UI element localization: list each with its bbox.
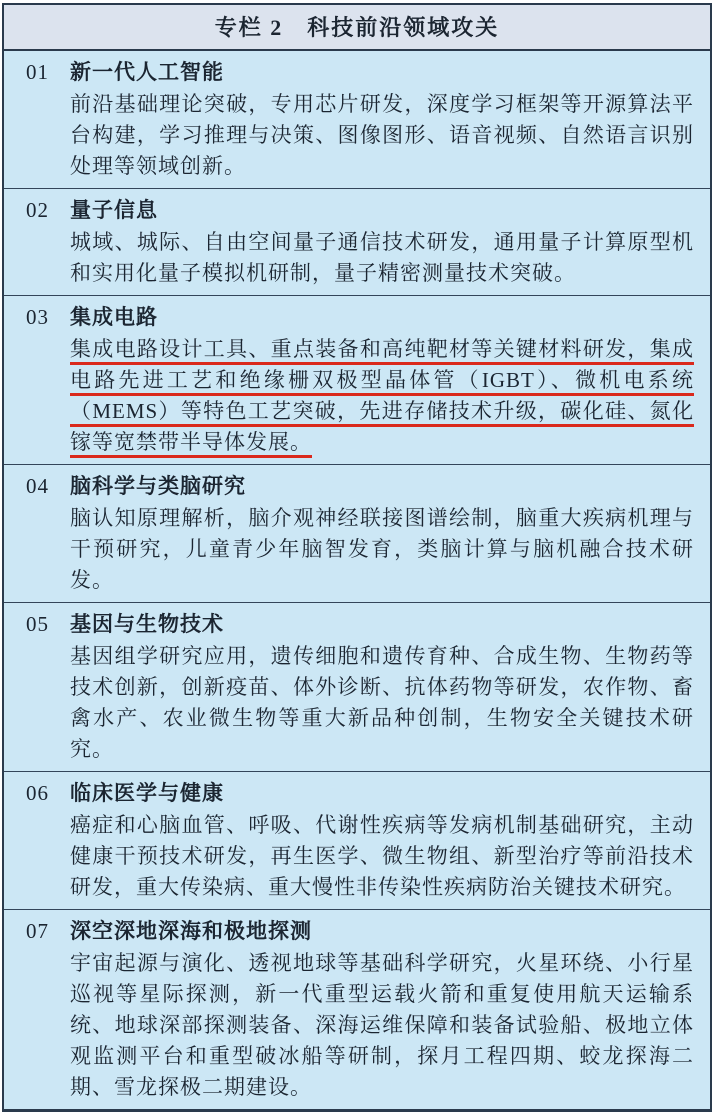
section-heading	[26, 300, 694, 334]
section-body-text: 基因组学研究应用，遗传细胞和遗传育种、合成生物、生物药等技术创新，创新疫苗、体外诊断、抗体药物等研发，农作物、畜禽水产、农业微生物等重大新品种创制，生物安全关键技术研究。	[70, 644, 694, 761]
section-heading	[26, 776, 694, 810]
section-row	[4, 603, 710, 772]
section-title: 集成电路	[70, 305, 158, 329]
section-number: 01	[26, 60, 49, 84]
section-title: 临床医学与健康	[70, 781, 224, 805]
section-body-text: 城域、城际、自由空间量子通信技术研发，通用量子计算原型机和实用化量子模拟机研制，量子精密测量技术突破。	[70, 230, 694, 285]
section-list	[4, 51, 710, 1109]
section-body-text: 集成电路设计工具、重点装备和高纯靶材等关键材料研发，集成电路先进工艺和绝缘栅双极型晶体管（IGBT）、微机电系统（MEMS）等特色工艺突破，先进存储技术升级，碳化硅、氮化镓等宽禁带半导体发展。	[70, 337, 694, 454]
section-heading	[26, 55, 694, 89]
section-body	[70, 641, 694, 765]
section-title: 基因与生物技术	[70, 612, 224, 636]
section-body	[70, 89, 694, 182]
section-row	[4, 910, 710, 1109]
section-number: 05	[26, 612, 49, 636]
section-body-text: 前沿基础理论突破，专用芯片研发，深度学习框架等开源算法平台构建，学习推理与决策、图像图形、语音视频、自然语言识别处理等领域创新。	[70, 92, 694, 178]
section-title: 深空深地深海和极地探测	[70, 919, 312, 943]
section-title: 脑科学与类脑研究	[70, 474, 246, 498]
section-body-text: 宇宙起源与演化、透视地球等基础科学研究，火星环绕、小行星巡视等星际探测，新一代重型运载火箭和重复使用航天运输系统、地球深部探测装备、深海运维保障和装备试验船、极地立体观监测平台和重型破冰船等研制，探月工程四期、蛟龙探海二期、雪龙探极二期建设。	[70, 951, 694, 1099]
section-row	[4, 296, 710, 465]
section-number: 07	[26, 919, 49, 943]
section-body	[70, 227, 694, 289]
section-body-text: 脑认知原理解析，脑介观神经联接图谱绘制，脑重大疾病机理与干预研究，儿童青少年脑智发育，类脑计算与脑机融合技术研发。	[70, 506, 694, 592]
section-heading	[26, 914, 694, 948]
section-body	[70, 810, 694, 903]
section-heading	[26, 607, 694, 641]
section-body	[70, 334, 694, 458]
panel-header	[4, 5, 710, 51]
section-number: 02	[26, 198, 49, 222]
section-body	[70, 503, 694, 596]
section-number: 04	[26, 474, 49, 498]
section-row	[4, 51, 710, 189]
section-body-text: 癌症和心脑血管、呼吸、代谢性疾病等发病机制基础研究，主动健康干预技术研发，再生医学、微生物组、新型治疗等前沿技术研发，重大传染病、重大慢性非传染性疾病防治关键技术研究。	[70, 813, 694, 899]
section-number: 06	[26, 781, 49, 805]
section-row	[4, 772, 710, 910]
spotlight-panel	[2, 3, 712, 1112]
section-heading	[26, 193, 694, 227]
section-row	[4, 465, 710, 603]
section-row	[4, 189, 710, 296]
section-heading	[26, 469, 694, 503]
section-body	[70, 948, 694, 1103]
section-title: 量子信息	[70, 198, 158, 222]
section-number: 03	[26, 305, 49, 329]
section-title: 新一代人工智能	[70, 60, 224, 84]
panel-title: 专栏 2 科技前沿领域攻关	[214, 15, 500, 40]
